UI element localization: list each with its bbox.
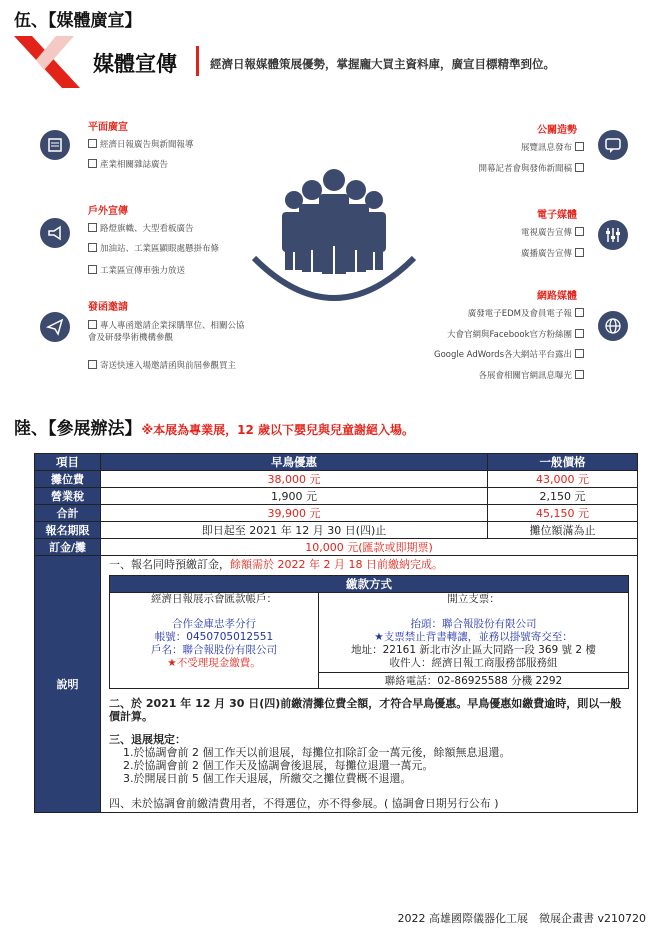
table-row: 營業稅 1,900 元 2,150 元 — [35, 488, 638, 505]
header-early: 早鳥優惠 — [101, 454, 488, 471]
media-item: 寄送快速入場邀請函與前屆參觀買主 — [88, 360, 236, 372]
fee-table — [34, 453, 638, 813]
businessmen-illustration — [248, 168, 420, 306]
media-title-electronic: 電子媒體 — [537, 210, 577, 221]
media-item: 大會官網與Facebook官方粉絲團 — [447, 329, 584, 341]
section-title: 伍、【媒體廣宣】 — [14, 11, 142, 31]
header-normal: 一般價格 — [488, 454, 638, 471]
media-item: 廣播廣告宣傳 — [521, 248, 584, 260]
media-title-pr: 公關造勢 — [537, 125, 577, 136]
banner-divider — [196, 46, 199, 76]
media-item: 專人專函邀請企業採購單位、相關公協會及研發學術機構參觀 — [88, 321, 245, 343]
newspaper-icon — [40, 130, 70, 160]
media-item: 開幕記者會與發佈新聞稿 — [478, 163, 584, 175]
media-item: 廣發電子EDM及會員電子報 — [468, 308, 584, 320]
media-item: 展覽訊息發布 — [521, 142, 584, 154]
media-title-invite: 發函邀請 — [88, 302, 128, 313]
chat-icon — [598, 130, 628, 160]
brand-logo — [14, 36, 80, 88]
media-item: 加油站、工業區顯眼處懸掛布條 — [88, 243, 219, 255]
payment-table: 繳款方式 經濟日報展示會匯款帳戶： 合作金庫忠孝分行 帳號：0450705012551 戶名：聯合報股份有限公司 ★不受理現金繳費。 開立支票： 抬頭：聯合報股份有限公司 ★支票禁止背書轉讓，並務以掛號寄交至： 地址：22161 新北市汐止區大同路一段 369 號 2 樓 收件人：經濟日報工商服務部服務組 聯絡電話：02-86925588 分機 2292 — [109, 575, 629, 689]
media-item: 產業相關雜誌廣告 — [88, 159, 168, 171]
media-title-print: 平面廣宣 — [88, 122, 128, 133]
age-notice: ※本展為專業展，12 歲以下嬰兒與兒童謝絕入場。 — [141, 423, 415, 437]
table-row: 攤位費 38,000 元 43,000 元 — [35, 471, 638, 488]
media-item: 各展會相關官網訊息曝光 — [478, 370, 584, 382]
table-row: 合計 39,900 元 45,150 元 — [35, 505, 638, 522]
banner-subtitle: 經濟日報媒體策展優勢，掌握龐大買主資料庫，廣宣目標精準到位。 — [210, 57, 555, 71]
media-item: Google AdWords各大網站平台露出 — [434, 349, 584, 361]
megaphone-icon — [40, 218, 70, 248]
header-item: 項目 — [35, 454, 101, 471]
media-item: 電視廣告宣傳 — [521, 227, 584, 239]
media-item: 經濟日報廣告與新聞報導 — [88, 139, 194, 151]
section-title: 陸、【參展辦法】※本展為專業展，12 歲以下嬰兒與兒童謝絕入場。 — [14, 419, 415, 439]
footer-text: 2022 高雄國際儀器化工展 徵展企畫書 v210720 — [397, 912, 646, 925]
table-row: 報名期限 即日起至 2021 年 12 月 30 日(四)止 攤位額滿為止 — [35, 522, 638, 539]
media-item: 工業區宣傳車強力放送 — [88, 265, 185, 277]
explanation-cell: 一、報名同時預繳訂金，餘額需於 2022 年 2 月 18 日前繳納完成。 繳款方式 經濟日報展示會匯款帳戶： 合作金庫忠孝分行 帳號：0450705012551 戶名：聯合報股份有限公司 ★不受理現金繳費。 開立支票： 抬頭：聯合報股份有限公司 ★支票禁止背書轉讓，並務以掛號寄交至： 地址：22161 新北市汐止區大同路一段 369 號 2 樓 收件人：經濟日報工商服務部服務組 聯絡電話：02-86925588 分機 2292 二、於 2021 年 12 月 30 日(四)前繳清攤位費全額，才符合早鳥優惠。早鳥優惠如繳費逾時，則以一般價計算。 三、退展規定： 1.於協調會前 2 個工作天以前退展，每攤位扣除訂金一萬元後，餘額無息退還。 2.於協調會前 2 個工作天及協調會後退展，每攤位退還一萬元。 3.於開展日前 5 個工作天退展，所繳交之攤位費概不退還。 四、未於協調會前繳清費用者，不得選位，亦不得參展。( 協調會日期另行公布 ) — [101, 556, 638, 813]
banner-title: 媒體宣傳 — [93, 52, 177, 76]
paper-plane-icon — [40, 312, 70, 342]
media-title-outdoor: 戶外宣傳 — [88, 206, 128, 217]
media-item: 路燈旗幟、大型看板廣告 — [88, 223, 194, 235]
media-title-online: 網路媒體 — [537, 291, 577, 302]
table-row: 說明 一、報名同時預繳訂金，餘額需於 2022 年 2 月 18 日前繳納完成。 繳款方式 經濟日報展示會匯款帳戶： 合作金庫忠孝分行 帳號：0450705012551 戶名：聯合報股份有限公司 ★不受理現金繳費。 開立支票： 抬頭：聯合報股份有限公司 ★支票禁止背書轉讓，並務以掛號寄交至： 地址：22161 新北市汐止區大同路一段 369 號 2 樓 收件人：經濟日報工商服務部服務組 聯絡電話：02-86925588 分機 2292 二、於 2021 年 12 月 30 日(四)前繳清攤位費全額，才符合早鳥優惠。早鳥優惠如繳費逾時，則以一般價計算。 三、退展規定： 1.於協調會前 2 個工作天以前退展，每攤位扣除訂金一萬元後，餘額無息退還。 2.於協調會前 2 個工作天及協調會後退展，每攤位退還一萬元。 3.於開展日前 5 個工作天退展，所繳交之攤位費概不退還。 四、未於協調會前繳清費用者，不得選位，亦不得參展。( 協調會日期另行公布 ) — [35, 556, 638, 813]
equalizer-icon — [598, 220, 628, 250]
globe-icon — [598, 311, 628, 341]
table-row: 訂金/攤 10,000 元(匯款或即期票) — [35, 539, 638, 556]
